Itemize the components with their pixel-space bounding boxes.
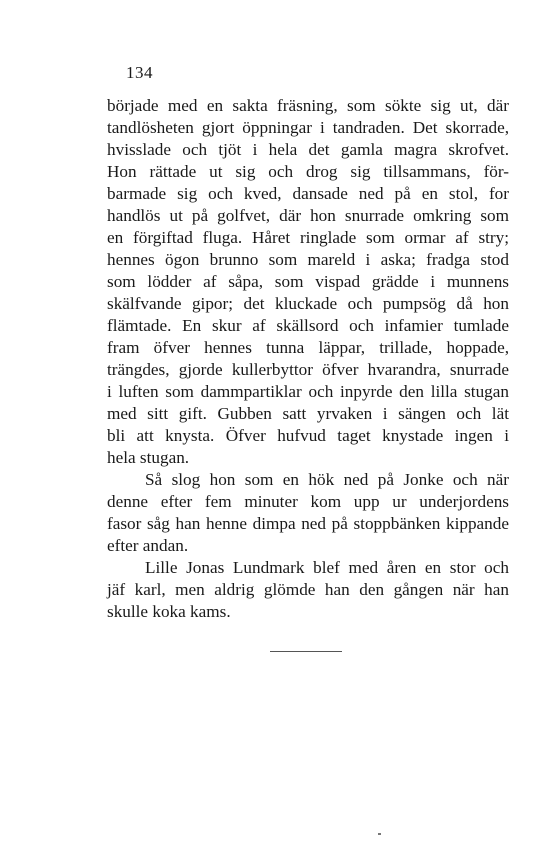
text-line: jäf karl, men aldrig glömde han den gången när han [107, 580, 509, 599]
text-line: en förgiftad fluga. Håret ringlade som ormar af stry; [107, 228, 509, 247]
page-number: 134 [126, 63, 153, 82]
paragraph-3 [107, 557, 509, 623]
text-line: tandlösheten gjort öppningar i tandraden. Det skorrade, [107, 118, 509, 137]
text-line: hela stugan. [107, 448, 190, 467]
text-line: började med en sakta fräsning, som sökte sig ut, där [107, 96, 509, 115]
text-line: skulle koka kams. [107, 602, 231, 621]
text-line: Lille Jonas Lundmark blef med åren en stor och [145, 558, 509, 577]
text-line: hvisslade och tjöt i hela det gamla magra skrofvet. [107, 140, 509, 159]
text-line: barmade sig och kved, dansade ned på en stol, for [107, 184, 509, 203]
text-line: fasor såg han henne dimpa ned på stoppbänken kippande [107, 514, 509, 533]
text-line: flämtade. En skur af skällsord och infamier tumlade [107, 316, 509, 335]
section-end-rule [270, 651, 342, 652]
text-line: efter andan. [107, 536, 189, 555]
text-line: i luften som dammpartiklar och inpyrde den lilla stugan [107, 382, 509, 401]
text-line: skälfvande gipor; det kluckade och pumpsög då hon [107, 294, 509, 313]
print-speck [378, 833, 381, 835]
text-line: Så slog hon som en hök ned på Jonke och när [145, 470, 509, 489]
text-line: hennes ögon brunno som mareld i aska; fradga stod [107, 250, 509, 269]
body-text [107, 95, 509, 623]
text-line: denne efter fem minuter kom upp ur underjordens [107, 492, 509, 511]
text-line: med sitt gift. Gubben satt yrvaken i sängen och lät [107, 404, 509, 423]
paragraph-2 [107, 469, 509, 557]
text-line: som lödder af såpa, som vispad grädde i munnens [107, 272, 509, 291]
text-line: bli att knysta. Öfver hufvud taget knystade ingen i [107, 426, 509, 445]
text-line: fram öfver hennes tunna läppar, trillade, hoppade, [107, 338, 509, 357]
text-line: handlös ut på golfvet, där hon snurrade omkring som [107, 206, 509, 225]
paragraph-1 [107, 95, 509, 469]
text-line: Hon rättade ut sig och drog sig tillsammans, för- [107, 162, 509, 181]
text-line: trängdes, gjorde kullerbyttor öfver hvarandra, snurrade [107, 360, 509, 379]
